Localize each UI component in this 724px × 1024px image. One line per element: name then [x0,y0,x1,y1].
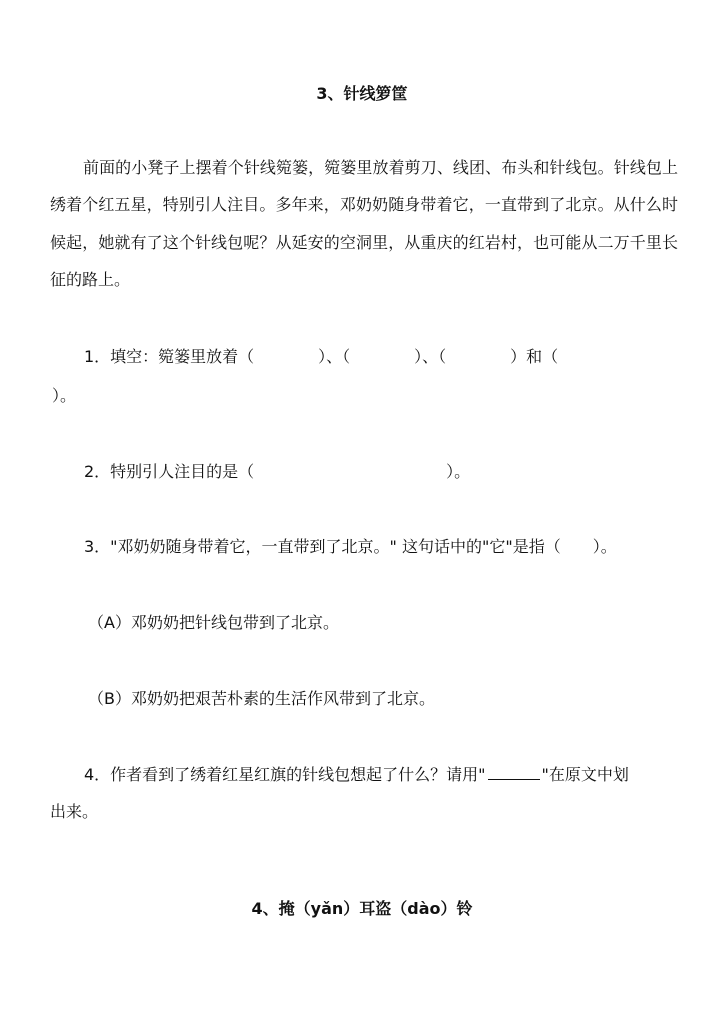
question-1-line-2: ）。 [52,386,77,405]
question-4-line-1 [84,764,629,786]
question-4-text-after: "在原文中划 [541,765,629,784]
question-2: 2．特别引人注目的是（ ）。 [84,462,471,481]
question-4-text-before: 4．作者看到了绣着红星红旗的针线包想起了什么？请用" [84,765,486,784]
question-3-option-b: （B）邓奶奶把艰苦朴素的生活作风带到了北京。 [88,689,435,708]
question-4-line-2: 出来。 [50,802,99,821]
question-3-option-a: （A）邓奶奶把针线包带到了北京。 [88,613,339,632]
reading-passage: 前面的小凳子上摆着个针线箢篓，箢篓里放着剪刀、线团、布头和针线包。针线包上绣着个红五星，特别引人注目。多年来，邓奶奶随身带着它，一直带到了北京。从什么时候起，她就有了这个针线包呢？从延安的空洞里，从重庆的红岩村，也可能从二万千里长征的路上。 [50,158,678,289]
underline-blank [488,765,540,780]
question-3: 3．"邓奶奶随身带着它，一直带到了北京。" 这句话中的"它"是指（ ）。 [84,537,617,556]
section-4-title: 4、掩（yǎn）耳盗（dào）铃 [251,899,473,918]
question-1-line-1: 1．填空：箢篓里放着（ ）、（ ）、（ ）和（ [84,347,559,366]
section-3-title: 3、针线箩筐 [316,84,408,103]
